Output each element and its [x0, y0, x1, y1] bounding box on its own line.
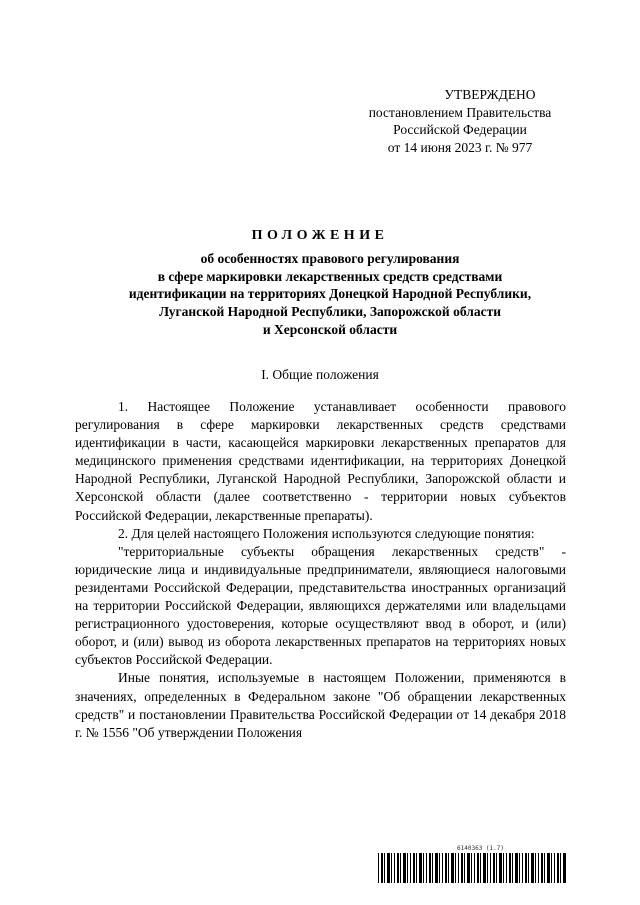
paragraph: Иные понятия, используемые в настоящем Положении, применяются в значениях, определенных в Федеральном законе "Об обращении лекарственных средств" и постановлении Правительства Российской Федерации от 14 декабря 2018 г. № 1556 "Об утверждении Положения — [75, 670, 566, 740]
paragraph: 2. Для целей настоящего Положения используются следующие понятия: — [118, 525, 535, 541]
approval-stamp — [330, 86, 590, 156]
barcode — [378, 845, 566, 883]
paragraph: "территориальные субъекты обращения лекарственных средств" - юридические лица и индивидуальные предприниматели, являющиеся налоговыми резидентами Российской Федерации, представительства иностранных организаций на территории Российской Федерации, являющихся держателями или владельцами регистрационного удостоверения, которые осуществляют ввод в оборот, и (или) оборот, и (или) вывод из оборота лекарственных препаратов на территориях новых субъектов Российской Федерации. — [75, 543, 566, 668]
subtitle-line: и Херсонской области — [262, 321, 398, 337]
subtitle-line: в сфере маркировки лекарственных средств средствами — [157, 268, 503, 284]
barcode-label: 6140363 (1.7) — [457, 845, 504, 852]
subtitle-line: об особенностях правового регулирования — [200, 251, 460, 266]
paragraph: 1. Настоящее Положение устанавливает особенности правового регулирования в сфере маркировки лекарственных средств средствами идентификации в части, касающейся маркировки лекарственных препаратов для медицинского применения средствами идентификации, на территориях Донецкой Народной Республики, Луганской Народной Республики, Запорожской области и Херсонской области (далее соответственно - территории новых субъектов Российской Федерации, лекарственные препараты). — [75, 399, 566, 523]
approval-heading: УТВЕРЖДЕНО — [444, 87, 536, 102]
barcode-bars — [378, 853, 566, 883]
approval-line: Российской Федерации — [393, 122, 527, 137]
section-heading: I. Общие положения — [261, 367, 379, 382]
subtitle-line: Луганской Народной Республики, Запорожской области — [159, 304, 501, 320]
subtitle-line: идентификации на территориях Донецкой Народной Республики, — [128, 286, 532, 302]
document-title: ПОЛОЖЕНИЕ — [251, 228, 389, 243]
document-body — [75, 398, 566, 742]
approval-line: от 14 июня 2023 г. № 977 — [387, 139, 533, 155]
approval-line: постановлением Правительства — [368, 104, 552, 120]
document-subtitle — [60, 250, 600, 339]
